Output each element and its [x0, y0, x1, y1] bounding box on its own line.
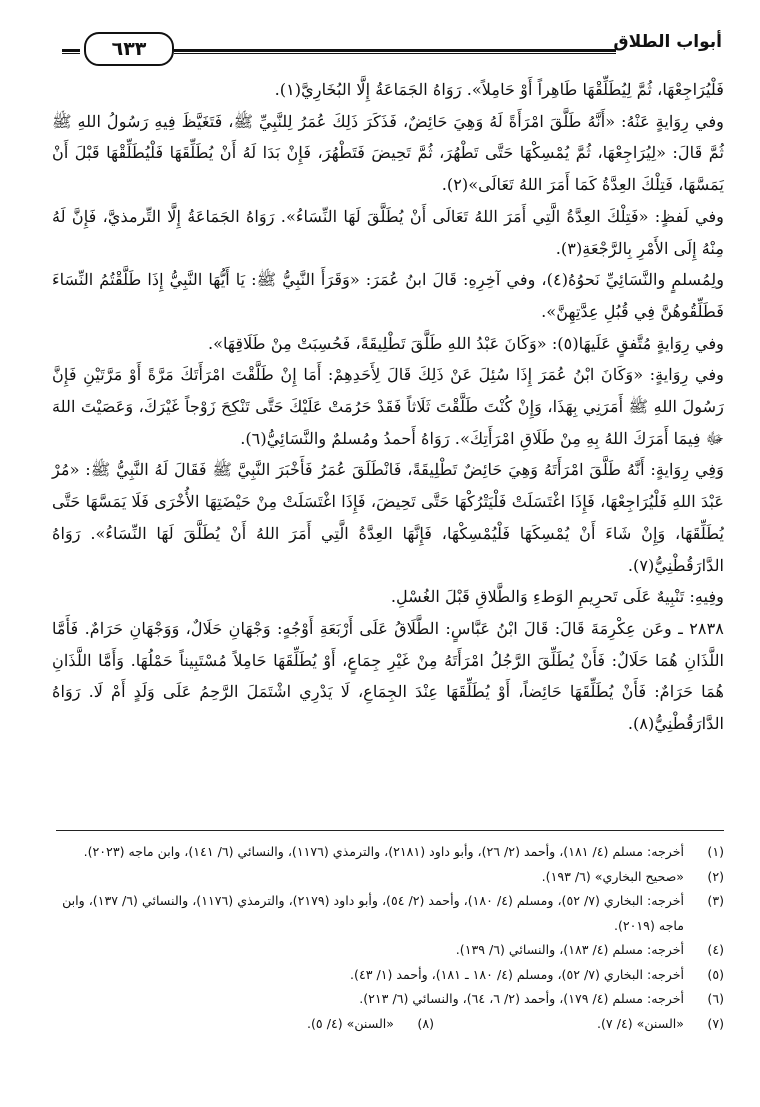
page-number: ٦٣٣ — [84, 32, 174, 66]
footnote — [56, 889, 724, 938]
footnote — [56, 987, 724, 1012]
footnote-number: (٨) — [417, 1015, 434, 1031]
footnotes — [56, 840, 724, 1036]
footnote-text: أخرجه: مسلم (٤/ ١٨٣)، والنسائي (٦/ ١٣٩). — [455, 942, 684, 957]
paragraph: وفي رِوَايةٍ مُتَّفقٍ عَلَيهَا(٥): «وَكَانَ عَبْدُ اللهِ طَلَّقَ تَطْلِيقَةً، فَحُسِبَتْ مِنْ طَلَاقِهَا». — [207, 333, 724, 353]
footnote-text: «السنن» (٤/ ٥). — [307, 1015, 394, 1031]
footnote-text: أخرجه: البخاري (٧/ ٥٢)، ومسلم (٤/ ١٨٠ ـ ١٨١)، وأحمد (١/ ٤٣). — [350, 966, 684, 982]
footnote-number: (٤) — [707, 942, 724, 957]
footnote-number: (٧) — [707, 1015, 724, 1031]
footnote-number: (٦) — [707, 991, 724, 1006]
footnote — [56, 840, 724, 865]
paragraph: وَفِي رِوَايةٍ: أَنَّهُ طَلَّقَ امْرَأَتَهُ وَهِيَ حَائِضٌ تَطْلِيقَةً، فَانْطَلَقَ عُمَرُ فَأَخْبَرَ النَّبِيَّ ﷺ فَقَالَ لَهُ النَّبِيُّ ﷺ: «مُرْ عَبْدَ اللهِ فَلْيُرَاجِعْهَا، فَإِذَا اغْتَسَلَتْ فَلْيَتْرُكْهَا حَتَّى تَحِيضَ، فَإِذَا اغْتَسَلَتْ مِنْ حَيْضَتِهَا الأُخْرَى فَلَا يَمَسَّهَا حَتَّى يُطَلِّقَهَا، وَإِنْ شَاءَ أَنْ يُمْسِكَهَا فَلْيُمْسِكْهَا، فَإِنَّهَا العِدَّةُ الَّتِي أَمَرَ اللهُ أَنْ يُطَلَّقَ لَهَا النِّسَاءُ». رَوَاهُ الدَّارَقُطْنِيُّ(٧). — [52, 460, 724, 575]
footnote-pair — [56, 1012, 724, 1037]
header-rule — [174, 49, 616, 52]
footnote — [56, 963, 724, 988]
footnote-number: (١) — [707, 844, 724, 859]
footnote-text: أخرجه: مسلم (٤/ ١٨١)، وأحمد (٢/ ٢٦)، وأبو داود (٢١٨١)، والترمذي (١١٧٦)، والنسائي (٦/ ١٤١)، وابن ماجه (٢٠٢٣). — [83, 844, 684, 859]
hadith-2838: ٢٨٣٨ ـ وعَن عِكْرِمَةَ قَالَ: قَالَ ابْنُ عَبَّاسٍ: الطَّلَاقُ عَلَى أَرْبَعَةِ أَوْجُهٍ: وَجْهَانِ حَلَالٌ، وَوَجْهَانِ حَرَامٌ. فَأَمَّا اللَّذَانِ هُمَا حَلَالٌ: فَأَنْ يُطَلِّقَ الرَّجُلُ امْرَأَتَهُ مِنْ غَيْرِ جِمَاعٍ، أَوْ يُطَلِّقَهَا حَامِلاً مُسْتَبِيناً حَمْلُهَا. وَأَمَّا اللَّذَانِ هُمَا حَرَامٌ: فَأَنْ يُطَلِّقَهَا حَائِضاً، أَوْ يُطَلِّقَهَا عِنْدَ الجِمَاعِ، لَا يَدْرِي اشْتَمَلَ الرَّحِمُ عَلَى وَلَدٍ أَمْ لَا. رَوَاهُ الدَّارَقُطْنِيُّ(٨). — [52, 618, 724, 734]
paragraph: وفي لَفظٍ: «فَتِلْكَ العِدَّةُ الَّتِي أَمَرَ اللهُ تَعَالَى أَنْ يُطَلَّقَ لَهَا النِّسَاءُ». رَوَاهُ الجَمَاعَةُ إِلَّا التِّرمذيَّ، فَإِنَّ لَهُ مِنْهُ إِلَى الأَمْرِ بِالرَّجْعَةِ(٣). — [52, 206, 724, 258]
footnote — [56, 938, 724, 963]
paragraph: وفي رِوَايةٍ: «وَكَانَ ابْنُ عُمَرَ إِذَا سُئِلَ عَنْ ذَلِكَ قَالَ لِأَحَدِهِمْ: أَمَا إِنْ طَلَّقْتَ امْرَأَتَكَ مَرَّةً أَوْ مَرَّتَيْنِ فَإِنَّ رَسُولَ اللهِ ﷺ أَمَرَنِي بِهَذَا، وَإِنْ كُنْتَ طَلَّقْتَ ثَلَاثاً فَقَدْ حَرُمَتْ عَلَيْكَ حَتَّى تَنْكِحَ زَوْجاً غَيْرَكَ، وَعَصَيْتَ اللهَ ﷻ فِيمَا أَمَرَكَ اللهُ بِهِ مِنْ طَلَاقِ امْرَأَتِكَ». رَوَاهُ أَحمدُ ومُسلمٌ والنَّسَائِيُّ(٦). — [52, 365, 724, 448]
header-rule-left-thin — [62, 53, 80, 54]
paragraph: ولِمُسلمٍ والنَّسَائِيِّ نَحوُهُ(٤)، وفي آخِرِهِ: قَالَ ابنُ عُمَرَ: «وَقَرَأَ النَّبِيُّ ﷺ: يَا أَيُّهَا النَّبِيُّ إِذَا طَلَّقْتُمُ النِّسَاءَ فَطَلِّقُوهُنَّ فِي قُبُلِ عِدَّتِهِنَّ». — [52, 270, 725, 321]
footnote-text: «صحيح البخاري» (٦/ ١٩٣). — [541, 868, 684, 884]
header-rule-thin — [174, 53, 616, 54]
footnote — [56, 865, 724, 890]
page-header — [62, 22, 726, 60]
footnote-text: «السنن» (٤/ ٧). — [597, 1015, 684, 1031]
main-text — [52, 74, 724, 740]
footnote-text: أخرجه: مسلم (٤/ ١٧٩)، وأحمد (٢/ ٦، ٦٤)، والنسائي (٦/ ٢١٣). — [359, 991, 684, 1006]
running-title: أبواب الطلاق — [613, 32, 722, 52]
footnote-number: (٣) — [707, 893, 724, 908]
header-rule-left — [62, 49, 80, 52]
paragraph: وفِيهِ: تَنْبِيهٌ عَلَى تَحرِيمِ الوَطءِ وَالطَّلاقِ قَبْلَ الغُسْلِ. — [390, 587, 724, 607]
paragraph: فَلْيُرَاجِعْهَا، ثُمَّ لِيُطَلِّقْهَا طَاهِراً أَوْ حَامِلاً». رَوَاهُ الجَمَاعَةُ إِلَّا البُخَارِيَّ(١). — [274, 80, 724, 99]
footnote-number: (٢) — [707, 868, 724, 884]
footnote-separator — [56, 830, 724, 831]
paragraph: وفي رِوَايةٍ عَنْهُ: «أَنَّهُ طَلَّقَ امْرَأَةً لَهُ وَهِيَ حَائِضٌ، فَذَكَرَ ذَلِكَ عُمَرُ لِلنَّبِيِّ ﷺ، فَتَغَيَّظَ فِيهِ رَسُولُ اللهِ ﷺ ثُمَّ قَالَ: «لِيُرَاجِعْهَا، ثُمَّ يُمْسِكْهَا حَتَّى تَطْهُرَ، ثُمَّ تَحِيضَ فَتَطْهُرَ، فَإِنْ بَدَا لَهُ أَنْ يُطَلِّقَهَا فَلْيُطَلِّقْهَا قَبْلَ أَنْ يَمَسَّهَا، فَتِلْكَ العِدَّةُ كَمَا أَمَرَ اللهُ تَعَالَى»(٢). — [52, 111, 724, 195]
footnote-number: (٥) — [707, 966, 724, 982]
footnote-text: أخرجه: البخاري (٧/ ٥٢)، ومسلم (٤/ ١٨٠)، وأحمد (٢/ ٥٤)، وأبو داود (٢١٧٩)، والترمذي (١١٧٦)، والنسائي (٦/ ١٣٧)، وابن ماجه (٢٠١٩). — [62, 893, 684, 933]
